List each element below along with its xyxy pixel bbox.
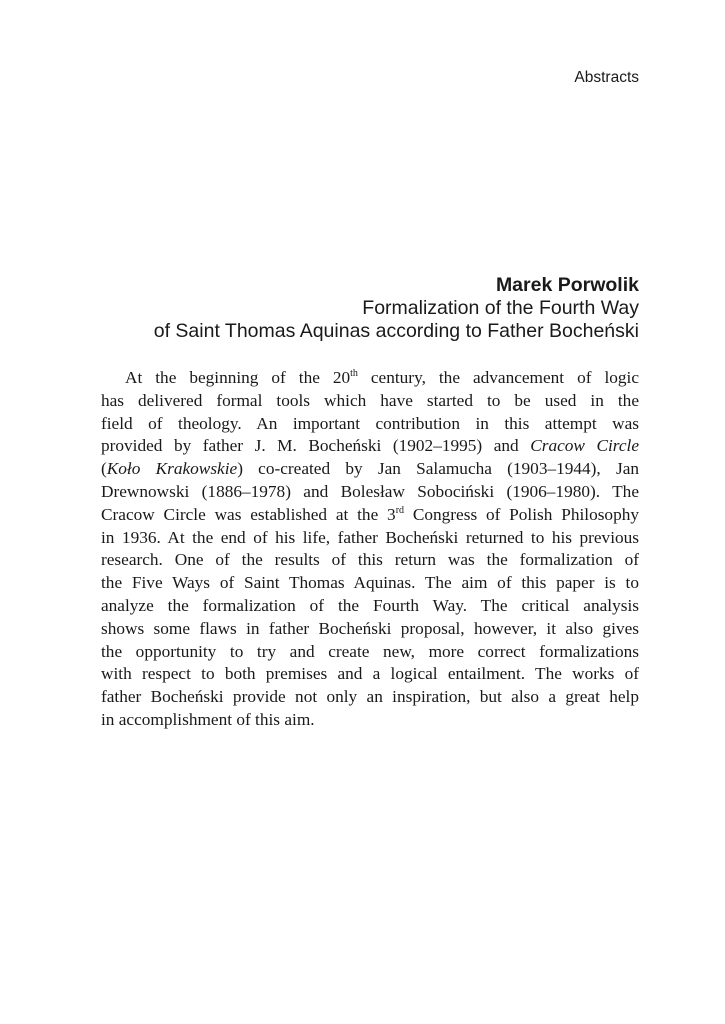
running-head: Abstracts xyxy=(574,69,639,86)
abstract-line: has delivered formal tools which have started to be used in the xyxy=(101,390,639,410)
abstract-line: Drewnowski (1886–1978) and Bolesław Sobociński (1906–1980). The xyxy=(101,481,639,501)
abstract-line: At the beginning of the 20th century, the advancement of logic xyxy=(125,368,639,387)
abstract-line: the opportunity to try and create new, more correct formalizations xyxy=(101,641,639,661)
abstract-line: shows some flaws in father Bocheński proposal, however, it also gives xyxy=(101,618,639,638)
abstract-line: father Bocheński provide not only an inspiration, but also a great help xyxy=(101,687,639,707)
abstract-line: analyze the formalization of the Fourth Way. The critical analysis xyxy=(101,595,639,615)
abstract-line: the Five Ways of Saint Thomas Aquinas. The aim of this paper is to xyxy=(101,573,639,593)
superscript: rd xyxy=(395,504,405,516)
italic-term: Cracow Circle xyxy=(530,436,640,456)
abstract-line: Cracow Circle was established at the 3rd Congress of Polish Philosophy xyxy=(101,504,639,524)
article-heading xyxy=(154,274,639,343)
author-name: Marek Porwolik xyxy=(495,274,639,296)
abstract-line: in accomplishment of this aim. xyxy=(101,709,315,729)
superscript: th xyxy=(350,368,358,379)
abstract-line: field of theology. An important contribution in this attempt was xyxy=(101,413,639,433)
abstract-line: (Koło Krakowskie) co-created by Jan Salamucha (1903–1944), Jan xyxy=(101,459,639,479)
abstract-line: research. One of the results of this return was the formalization of xyxy=(101,550,639,570)
abstract-body xyxy=(101,367,639,732)
abstract-line: with respect to both premises and a logical entailment. The works of xyxy=(101,664,639,684)
abstract-line: in 1936. At the end of his life, father Bocheński returned to his previous xyxy=(101,527,639,547)
abstract-line: provided by father J. M. Bocheński (1902–1995) and Cracow Circle xyxy=(101,436,640,456)
italic-term: Koło Krakowskie xyxy=(106,459,238,479)
article-title-line-1: Formalization of the Fourth Way xyxy=(362,297,639,319)
article-title-line-2: of Saint Thomas Aquinas according to Father Bocheński xyxy=(153,320,639,342)
